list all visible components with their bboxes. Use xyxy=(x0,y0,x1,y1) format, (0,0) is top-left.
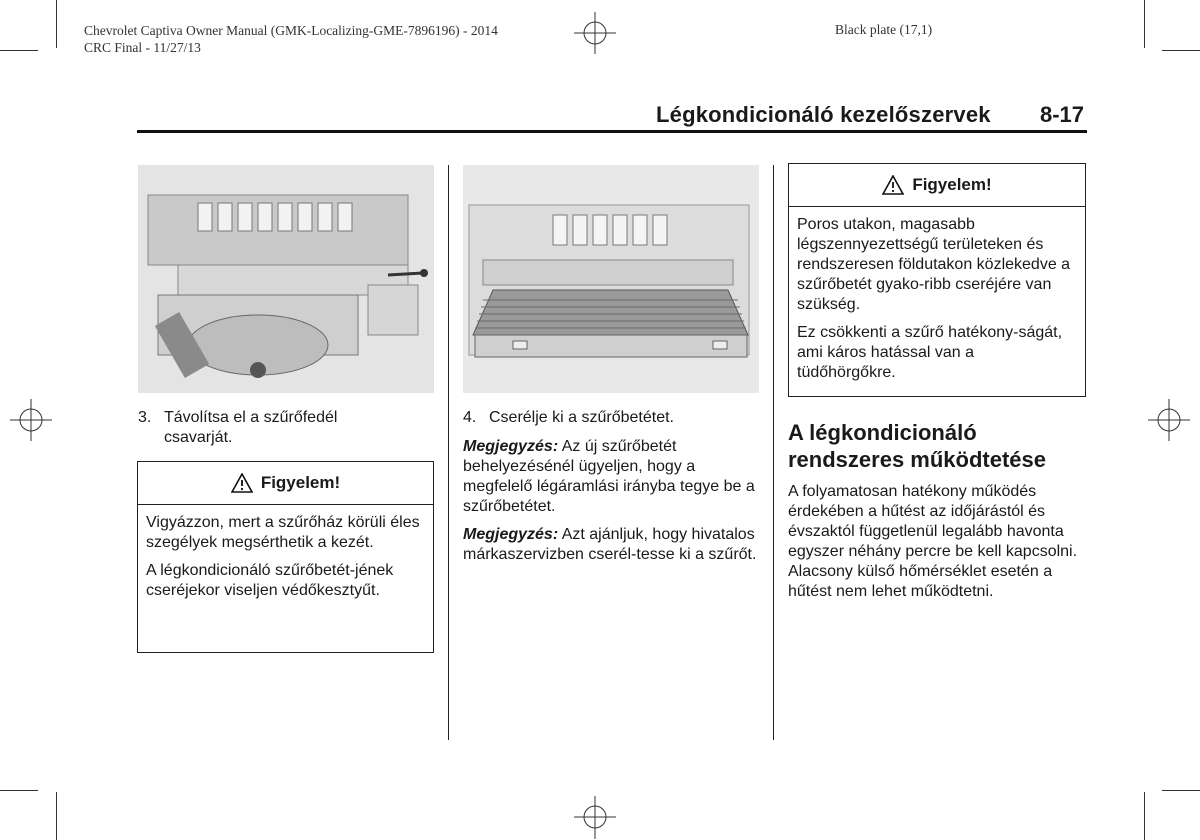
section-heading: A légkondicionáló rendszeres működtetése xyxy=(788,420,1046,472)
warning-header xyxy=(138,462,433,505)
filter-insert-photo xyxy=(463,165,759,393)
crop-mark xyxy=(1144,0,1145,48)
print-header xyxy=(84,22,498,56)
page-number: 8-17 xyxy=(1040,102,1085,127)
note-2 xyxy=(463,525,761,565)
note-label: Megjegyzés: xyxy=(463,526,559,543)
body-paragraph: A folyamatosan hatékony működés érdekében a hűtést az időjárástól és évszaktól függetlenül legalább havonta egyszer néhány percre be kell kapcsolni. Alacsony külső hőmérséklet esetén a hűtést nem lehet működtetni. xyxy=(788,483,1078,600)
registration-mark-icon xyxy=(570,795,620,840)
step-number: 3. xyxy=(138,409,152,426)
notes-block xyxy=(463,437,761,573)
crop-mark xyxy=(56,0,57,48)
warning-text: Poros utakon, magasabb légszennyezettségű területeken és rendszeresen földutakon közlekedve a szűrőbetét gyako-ribb cseréjére van szükség. xyxy=(797,216,1071,313)
filter-cover-screw-photo xyxy=(138,165,434,393)
registration-mark-icon xyxy=(570,10,620,56)
step-number: 4. xyxy=(463,409,477,426)
warning-body xyxy=(138,505,433,607)
crop-mark xyxy=(1144,792,1145,840)
step-text: csavarját. xyxy=(164,429,233,446)
crop-mark xyxy=(1162,50,1200,51)
warning-text: Vigyázzon, mert a szűrőház körüli éles szegélyek megsérthetik a kezét. xyxy=(146,514,420,551)
step-text: Távolítsa el a szűrőfedél xyxy=(164,409,338,426)
step-3 xyxy=(138,408,438,448)
plate-label: Black plate (17,1) xyxy=(835,22,933,37)
note-label: Megjegyzés: xyxy=(463,438,559,455)
warning-text: Ez csökkenti a szűrő hatékony-ságát, ami káros hatással van a tüdőhörgőkre. xyxy=(797,324,1063,381)
registration-mark-icon xyxy=(8,395,54,445)
note-text: Azt ajánljuk, hogy hivatalos márkaszervizben cserél-tesse ki a szűrőt. xyxy=(463,526,757,563)
section-title: Légkondicionáló kezelőszervek xyxy=(656,102,991,127)
warning-title: Figyelem! xyxy=(912,175,992,194)
crop-mark xyxy=(1162,790,1200,791)
print-header-line-1: Chevrolet Captiva Owner Manual (GMK-Localizing-GME-7896196) - 2014 xyxy=(84,23,498,38)
title-rule xyxy=(137,130,1087,133)
warning-title: Figyelem! xyxy=(260,473,341,492)
note-text: Az új szűrőbetét behelyezésénél ügyeljen, hogy a megfelelő légáramlási irányba tegye be a szűrőbetétet. xyxy=(463,438,755,515)
warning-header xyxy=(789,164,1085,207)
print-header-line-2: CRC Final - 11/27/13 xyxy=(84,40,201,55)
column-divider xyxy=(448,165,449,740)
warning-triangle-icon xyxy=(231,473,253,493)
warning-box xyxy=(137,461,434,653)
step-text: Cserélje ki a szűrőbetétet. xyxy=(489,409,674,426)
warning-box xyxy=(788,163,1086,397)
warning-body xyxy=(789,207,1085,389)
warning-triangle-icon xyxy=(882,175,904,195)
step-4 xyxy=(463,408,763,428)
column-divider xyxy=(773,165,774,740)
crop-mark xyxy=(0,50,38,51)
note-1 xyxy=(463,437,761,517)
crop-mark xyxy=(0,790,38,791)
registration-mark-icon xyxy=(1146,395,1192,445)
warning-text: A légkondicionáló szűrőbetét-jének cseréjekor viseljen védőkesztyűt. xyxy=(146,562,394,599)
crop-mark xyxy=(56,792,57,840)
